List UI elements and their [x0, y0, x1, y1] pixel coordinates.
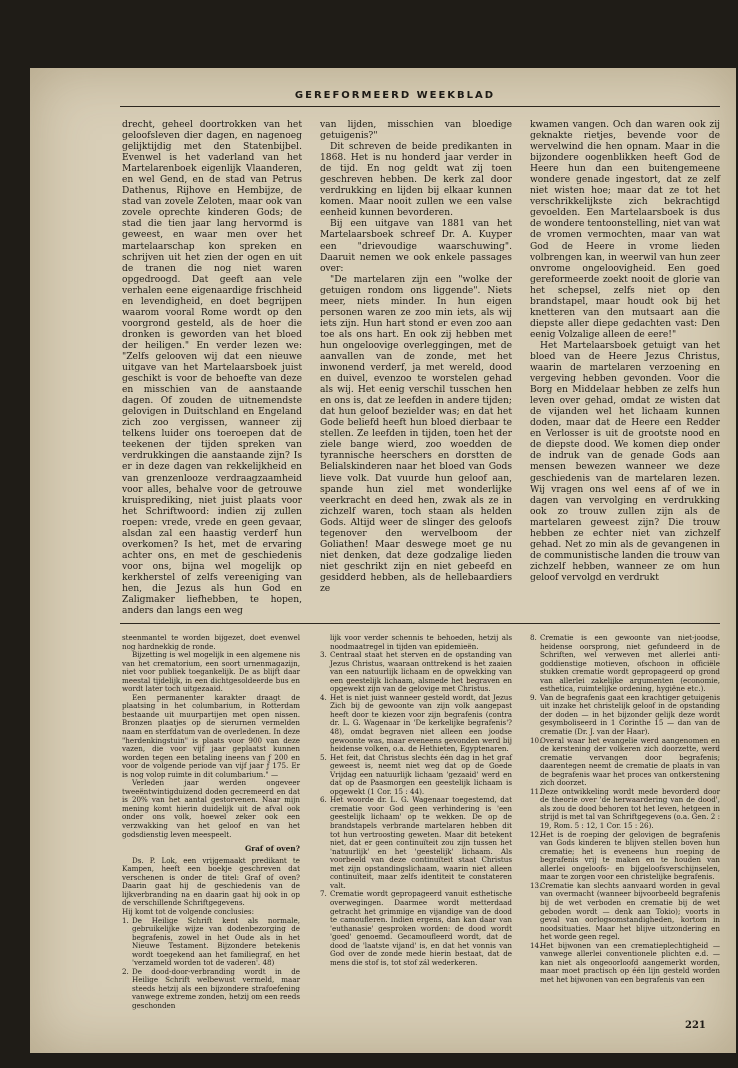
page-number: 221: [685, 1020, 706, 1031]
list-number: 10.: [530, 735, 542, 745]
list-item: [530, 788, 720, 831]
list-continuation: lijk voor verder schennis te behoeden, hetzij als noodmaatregel in tijden van epidemieën.: [330, 633, 512, 651]
upper-column-3: [530, 120, 720, 584]
list-number: 13.: [530, 880, 542, 890]
list-number: 6.: [320, 795, 327, 805]
list-item: [320, 651, 512, 694]
list-number: 11.: [530, 786, 542, 796]
list-text: Het is niet juist wanneer gesteld wordt, dat Jezus Zich bij de gewoonte van zijn volk aangepast heeft door te kiezen voor zijn begrafenis (contra dr. L. G. Wagenaar in 'De kerkelijke begrafenis'? 48), omdat begraven niet alleen een joodse gewoonte was, maar eveneens gevonden werd bij heidense volken, o.a. de Hethieten, Egyptenaren.: [330, 692, 512, 754]
list-item: [530, 634, 720, 694]
list-item: [122, 968, 300, 1011]
upper-column-1: [122, 120, 302, 617]
section-heading: Graf of oven?: [244, 844, 300, 854]
list-item: [320, 796, 512, 890]
list-text: Van de begrafenis gaat een krachtiger getuigenis uit inzake het christelijk geloof in de opstanding der doden — in het bijzonder gelijk deze wordt gesymboliseerd in 1 Corinthe 15 — dan van de crematie (Dr. J. van der Haar).: [540, 692, 720, 737]
list-text: Crematie is een gewoonte van niet-joodse, heidense oorsprong, niet gefundeerd in de Schriften, wel verweven met allerlei anti-goddienstige motieven, ofschoon in officiële stukken crematie wordt gepropageerd op grond van allerlei zakelijke argumenten (economie, esthetica, ruimtelijke ordening, hygiëne etc.).: [540, 633, 720, 694]
list-number: 7.: [320, 889, 327, 899]
list-number: 8.: [530, 633, 537, 642]
list-item: [530, 737, 720, 788]
list-number: 4.: [320, 692, 327, 702]
list-number: 5.: [320, 752, 327, 762]
paragraph: Het Martelaarsboek getuigt van het bloed van de Heere Jezus Christus, waarin de martelaren verzoening en vergeving hebben gevonden. Voor die Borg en Middelaar hebben ze zelfs hun leven over gehad, omdat ze wisten dat de vijanden wel het lichaam kunnen doden, maar dat de Heere een Redder en Verlosser is uit de grootste nood en de diepste dood. We komen diep onder de indruk van de genade Gods aan mensen bewezen wanneer we deze geschiedenis van de martelaren lezen. Wij vragen ons wel eens af of we in dagen van vervolging en verdrukking ook zo trouw zullen zijn als de martelaren geweest zijn? Die trouw hebben ze echter niet van zichzelf gehad. Net zo min als de gevangenen in de communistische landen die trouw van zichzelf hebben, wanneer ze om hun geloof vervolgd en verdrukt: [530, 340, 720, 583]
list-item: [530, 831, 720, 882]
list-item: [530, 882, 720, 942]
list-item: [530, 942, 720, 985]
list-intro: Hij komt tot de volgende conclusies:: [122, 906, 255, 916]
upper-column-2: [320, 120, 512, 595]
list-number: 3.: [320, 650, 327, 660]
list-text: Het bijwonen van een crematieplechtigheid — vanwege allerlei conventionele plichten e.d. — kan niet als ongeoorloofd aangemerkt worden, maar moet practisch op één lijn gesteld worden met het bijwonen van een begrafenis van een: [540, 940, 720, 984]
list-number: 9.: [530, 692, 537, 702]
running-header: GEREFORMEERD WEEKBLAD: [294, 90, 496, 101]
list-text: Crematie wordt gepropageerd vanuit esthetische overwegingen. Daarmee wordt metterdaad getracht het grimmige en vijandige van de dood te camoufleren. Indien ergens, dan kan daar van 'euthanasie' gesproken worden: de dood wordt 'goed' genoemd. Gecamoufleerd wordt, dat de dood de 'laatste vijand' is, en dat het vonnis van God over de zonde mede hierin bestaat, dat de mens die stof is, tot stof zál wederkeren.: [330, 889, 512, 967]
paragraph: van lijden, misschien van bloedige getuigenis?": [320, 120, 512, 142]
list-text: Centraal staat het sterven en de opstanding van Jezus Christus, waaraan onttrekend is het zaaien van een natuurlijk lichaam en de opwekking van een geestelijk lichaam, alsmede het begraven en opgewekt zijn van de gelovige met Christus.: [330, 650, 512, 694]
paragraph: Een permanenter karakter draagt de plaatsing in het columbarium, in Rotterdam bestaande uit muurpartijen met open nissen. Bronzen plaatjes op de sierurnen vermelden naam en sterfdatum van de overledenen. In deze "herdenkingstuin" is plaats voor 900 van deze vazen, die voor vijf jaar geplaatst kunnen worden tegen een betaling ineens van ƒ 200 en voor de volgende periode van vijf jaar ƒ 175. Er is nog volop ruimte in dit columbarium." —: [122, 692, 300, 779]
list-text: Crematie kan slechts aanvaard worden in geval van overmacht (wanneer bijvoorbeeld begrafenis bij de wet verboden en crematie bij de wet geboden wordt — denk aan Tokio); voorts in geval van oorlogsomstandigheden, kortom in noodsituaties. Maar het blijve uitzondering en het worde geen regel.: [540, 880, 720, 942]
list-item: [320, 754, 512, 797]
header-rule: [120, 106, 720, 107]
list-item: [320, 694, 512, 754]
list-item: [122, 917, 300, 968]
lower-column-2: [320, 634, 512, 967]
lower-column-1: [122, 634, 300, 1011]
paragraph: Verleden jaar werden ongeveer tweeëntwintigduizend doden gecremeerd en dat is 20% van het aantal gestorvenen. Naar mijn mening komt hierin duidelijk uit de afval ook onder ons volk, hoewel zeker ook een verzwakking van het geloof en van het godsdienstig leven meespeelt.: [122, 778, 300, 839]
list-item: [320, 890, 512, 967]
paragraph: drecht, geheel doortrokken van het geloofsleven dier dagen, en nagenoeg gelijktijdig met den Statenbijbel. Evenwel is het vaderland van het Martelarenboek eigenlijk Vlaanderen, en wel Gend, en de stad van Petrus Dathenus, Rijhove en Hembijze, de stad van zovele Zeloten, maar ook van zovele oprechte kinderen Gods; de stad die tien jaar lang hervormd is geweest, en waar men over het martelaarschap kon spreken en schrijven uit het zien der ogen en uit de tranen die nog niet waren opgedroogd. Dat geeft aan vele verhalen eene eigenaardige frischheid en levendigheid, en doet begrijpen waarom vooral Rome wordt op den voorgrond gesteld, als de hoer die dronken is geworden van het bloed der heiligen." En verder lezen we: "Zelfs gelooven wij dat een nieuwe uitgave van het Martelaarsboek juist geschikt is voor de behoefte van deze en misschien van de aanstaande dagen. Of zouden de uitnemendste gelovigen in Duitschland en Engeland zich zoo vergissen, wanneer zij telkens luider ons toeroepen dat de teekenen der tijden spreken van verdrukkingen die aanstaande zijn? Is er in deze dagen van rekkelijkheid en van grenzenlooze verdraagzaamheid voor alles, behalve voor de getrouwe kruisprediking, niet juist plaats voor het Schriftwoord: indien zij zullen roepen: vrede, vrede en geen gevaar, alsdan zal een haastig verderf hun overkomen? Is het, met de ervaring achter ons, en met de geschiedenis voor ons, bijna wel mogelijk op kerkherstel of zelfs vereeniging van hen, die Jezus als hun God en Zaligmaker liefhebben, te hopen, anders dan langs een weg: [122, 120, 302, 617]
list-number: 14.: [530, 940, 542, 950]
paragraph: "De martelaren zijn een "wolke der getuigen rondom ons liggende". Niets meer, niets minder. In hun eigen personen waren ze zoo min iets, als wij iets zijn. Hun hart stond er even zoo aan toe als ons hart. En ook zij hebben met hun ongeloovige overleggingen, met de aanvallen van de zonde, met het inwonend verderf, ja met wereld, dood en duivel, evenzoo te worstelen gehad als wij. Het eenig verschil tusschen hen en ons is, dat ze leefden in andere tijden; dat hun geloof bezielder was; en dat het Gode beliefd heeft hun bloed dierbaar te stellen. Ze leefden in tijden, toen het der ziele bange wierd, zoo woedden de tyrannische heerschers en dorstten de Belialskinderen naar het bloed van Gods lieve volk. Dat vuurde hun geloof aan, spande hun ziel met wonderlijke veerkracht en deed hen, zwak als ze in zichzelf waren, toch staan als helden Gods. Altijd weer de slinger des geloofs tegenover den wervelboom der Goliathen! Maar deswege moet ge nu niet denken, dat deze godzalige lieden niet geschrikt zijn en niet gebeefd en gesidderd hebben, als de hellebaardiers ze: [320, 274, 512, 594]
paragraph: Bijzetting is wel mogelijk in een algemene nis van het crematorium, een soort urnenmagazijn, niet voor publiek toegankelijk. De as blijft daar meestal tijdelijk, in een dichtgesoldeerde bus en wordt later toch uitgezaaid.: [122, 650, 300, 694]
list-text: De dood-door-verbranding wordt in de Heilige Schrift welbewust vermeld, maar steeds hetzij als een bijzondere strafoefening vanwege extreme zonden, hetzij om een reeds geschonden: [132, 966, 300, 1010]
list-text: Deze ontwikkeling wordt mede bevorderd door de theorie over 'de herwaardering van de dood', als zou de dood behoren tot het leven, hetgeen in strijd is met tal van Schriftgegevens (o.a. Gen. 2 : 19, Rom. 5 : 12, 1 Cor. 15 : 26).: [540, 786, 720, 831]
list-text: Overal waar het evangelie werd aangenomen en de kerstening der volkeren zich doorzette, werd crematie vervangen door begrafenis; daarentegen neemt de crematie de plaats in van de begrafenis waar het proces van ontkerstening zich doorzet.: [540, 735, 720, 788]
lower-column-3: [530, 634, 720, 984]
list-item: [530, 694, 720, 737]
paragraph: Dit schreven de beide predikanten in 1868. Het is nu honderd jaar verder in de tijd. En nog geldt wat zij toen geschreven hebben. De kerk zal door verdrukking en lijden bij elkaar kunnen komen. Maar nooit zullen we een valse eenheid kunnen bevorderen.: [320, 142, 512, 219]
document-page: [30, 68, 736, 1053]
paragraph: Bij een uitgave van 1881 van het Martelaarsboek schreef Dr. A. Kuyper een "drievoudige waarschuwing". Daaruit nemen we ook enkele passages over:: [320, 219, 512, 274]
list-number: 2.: [122, 966, 129, 976]
paragraph: steenmantel te worden bijgezet, doet evenwel nog hardnekkig de ronde.: [122, 633, 300, 651]
list-text: De Heilige Schrift kent als normale, gebruikelijke wijze van dodenbezorging de begrafenis, zowel in het Oude als in het Nieuwe Testament. Bijzondere betekenis wordt toegekend aan het familiegraf, en het 'verzameld worden tot de vaderen'. 48): [132, 915, 300, 968]
section-divider: [120, 623, 720, 624]
list-text: Het feit, dat Christus slechts één dag in het graf geweest is, neemt niet weg dat op de Goede Vrijdag een natuurlijk lichaam 'gezaaid' werd en dat op de Paasmorgen een geestelijk lichaam is opgewekt (1 Cor. 15 : 44).: [330, 752, 512, 796]
list-number: 12.: [530, 829, 542, 839]
paragraph: Ds. P. Lok, een vrijgemaakt predikant te Kampen, heeft een boekje geschreven dat verschenen is onder de titel: Graf of oven? Daarin gaat hij de geschiedenis van de lijkverbranding na en daarin gaat hij ook in op de verschillende Schriftgegevens.: [122, 855, 300, 908]
paragraph: kwamen vangen. Och dan waren ook zij geknakte rietjes, bevende voor de wervelwind die hen opnam. Maar in die bijzondere oogenblikken heeft God de Heere hun dan een buitengemeene wondere genade ingestort, dat ze zelf niet wisten hoe; maar dat ze tot het verschrikkelijkste zich bekrachtigd gevoelden. Een Martelaarsboek is dus de wondere tentoonstelling, niet van wat de vromen vermochten, maar van wat God de Heere in vrome lieden volbrengen kan, in weerwil van hun zeer onvrome ongeloovigheid. Een goed gereformeerde zoekt nooit de glorie van het schepsel, zelfs niet op den brandstapel, maar houdt ook bij het knetteren van den mutsaart aan die diepste aller diepe gedachten vast: Den eenig Volzalige alleen de eere!": [530, 120, 720, 340]
list-text: Het is de roeping der gelovigen de begrafenis van Gods kinderen te blijven stellen boven hun crematie; het is eveneens hun roeping de begrafenis vrij te maken en te houden van allerlei ongeloofs- en bijgeloofsverschijnselen, maar te zorgen voor een christelijke begrafenis.: [540, 829, 720, 882]
list-number: 1.: [122, 915, 129, 925]
list-text: Het woorde dr. L. G. Wagenaar toegestemd, dat crematie voor God geen verhindering is 'een geestelijk lichaam' op te wekken. De op de brandstapels verbrande martelaren hebben dit tot hun vertroosting geweten. Maar dit betekent niet, dat er geen continuïteit zou zijn tussen het 'natuurlijk' en het 'geestelijk' lichaam. Als voorbeeld van deze continuïteit staat Christus met zijn opstandingslichaam, waarin niet alleen continuïteit, maar zelfs identiteit te constateren valt.: [330, 795, 512, 890]
